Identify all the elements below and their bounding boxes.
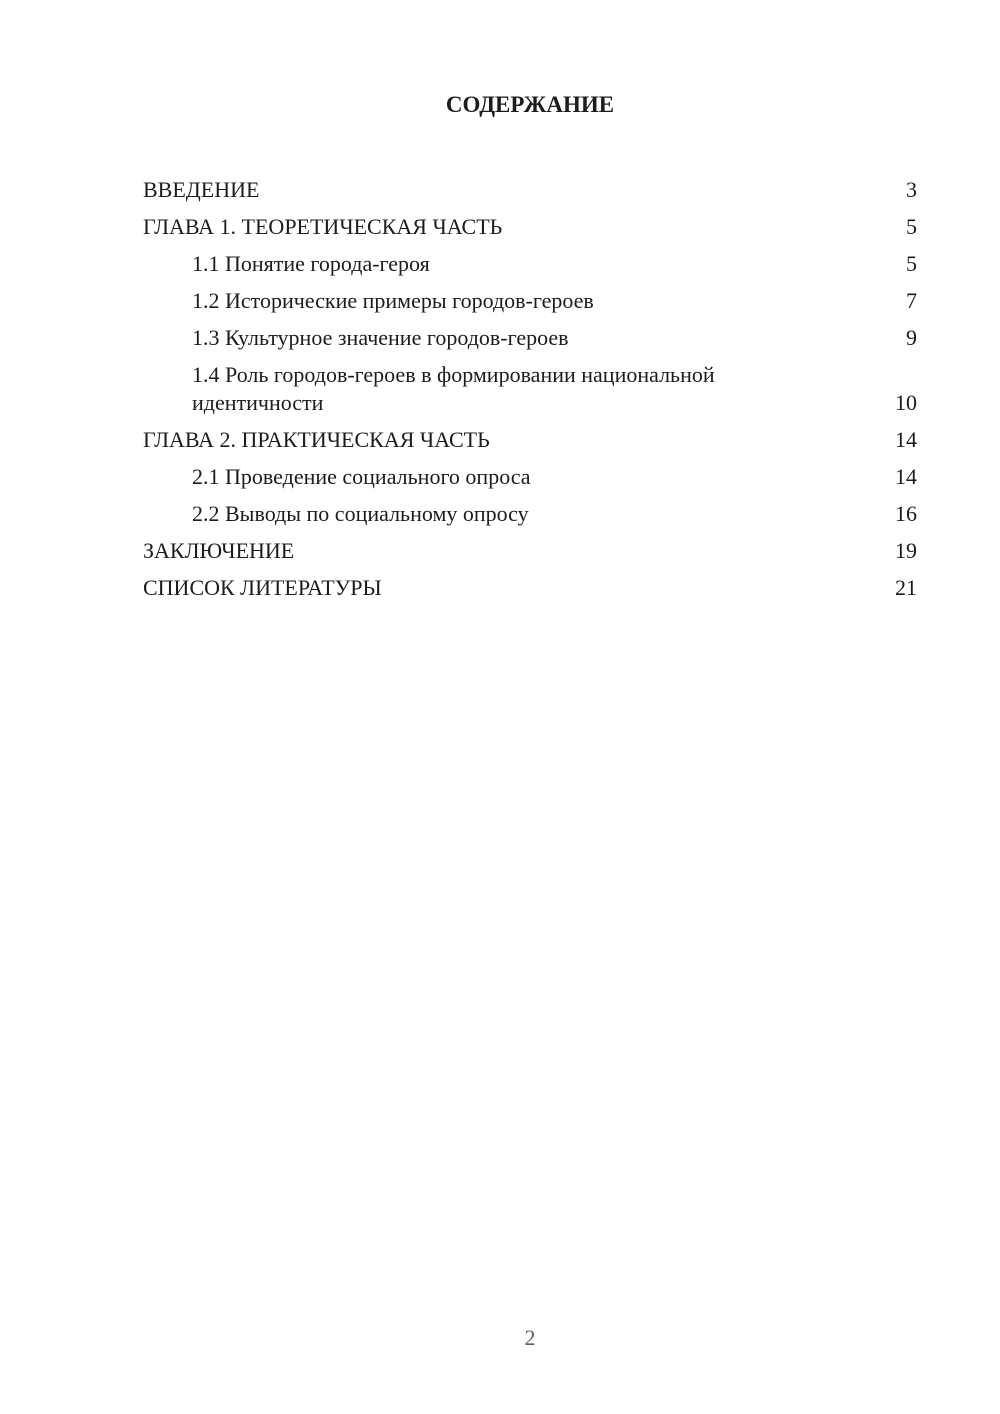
- table-of-contents: [143, 176, 917, 602]
- toc-entry-label: СПИСОК ЛИТЕРАТУРЫ: [143, 575, 382, 600]
- toc-entry-2-2: [143, 500, 917, 528]
- toc-entry-page-number: 21: [895, 575, 917, 600]
- toc-entry-glava-1: [143, 213, 917, 241]
- toc-entry-page-number: 7: [906, 288, 917, 313]
- toc-entry-page-number: 9: [906, 325, 917, 350]
- toc-entry-vvedenie: [143, 176, 917, 204]
- toc-entry-page-number: 14: [895, 464, 917, 489]
- toc-entry-label: 1.3 Культурное значение городов-героев: [192, 325, 569, 350]
- toc-entry-label-line-2: идентичности: [192, 390, 324, 415]
- toc-entry-1-1: [143, 250, 917, 278]
- toc-entry-page-number: 16: [895, 501, 917, 526]
- toc-entry-page-number: 5: [906, 214, 917, 239]
- toc-entry-page-number: 3: [906, 177, 917, 202]
- toc-entry-label: 1.1 Понятие города-героя: [192, 251, 430, 276]
- page-title: СОДЕРЖАНИЕ: [445, 92, 615, 117]
- toc-entry-label: [143, 361, 715, 417]
- toc-entry-zaklyuchenie: [143, 537, 917, 565]
- toc-entry-page-number: 5: [906, 251, 917, 276]
- toc-entry-1-4: [143, 361, 917, 417]
- toc-entry-1-2: [143, 287, 917, 315]
- toc-entry-label: ВВЕДЕНИЕ: [143, 177, 260, 202]
- toc-entry-label: 2.2 Выводы по социальному опросу: [192, 501, 529, 526]
- page-footer: [143, 1324, 917, 1352]
- toc-entry-label: 1.2 Исторические примеры городов-героев: [192, 288, 594, 313]
- toc-entry-page-number: 10: [895, 390, 917, 415]
- toc-entry-label: ГЛАВА 2. ПРАКТИЧЕСКАЯ ЧАСТЬ: [143, 427, 490, 452]
- toc-entry-label-line-1: 1.4 Роль городов-героев в формировании национальной: [192, 362, 715, 387]
- toc-entry-spisok-literatury: [143, 574, 917, 602]
- toc-entry-page-number: 19: [895, 538, 917, 563]
- footer-page-number: 2: [524, 1325, 536, 1350]
- toc-entry-label: 2.1 Проведение социального опроса: [192, 464, 531, 489]
- toc-entry-glava-2: [143, 426, 917, 454]
- toc-entry-1-3: [143, 324, 917, 352]
- toc-entry-label: ГЛАВА 1. ТЕОРЕТИЧЕСКАЯ ЧАСТЬ: [143, 214, 503, 239]
- toc-entry-label: ЗАКЛЮЧЕНИЕ: [143, 538, 295, 563]
- toc-entry-2-1: [143, 463, 917, 491]
- toc-entry-page-number: 14: [895, 427, 917, 452]
